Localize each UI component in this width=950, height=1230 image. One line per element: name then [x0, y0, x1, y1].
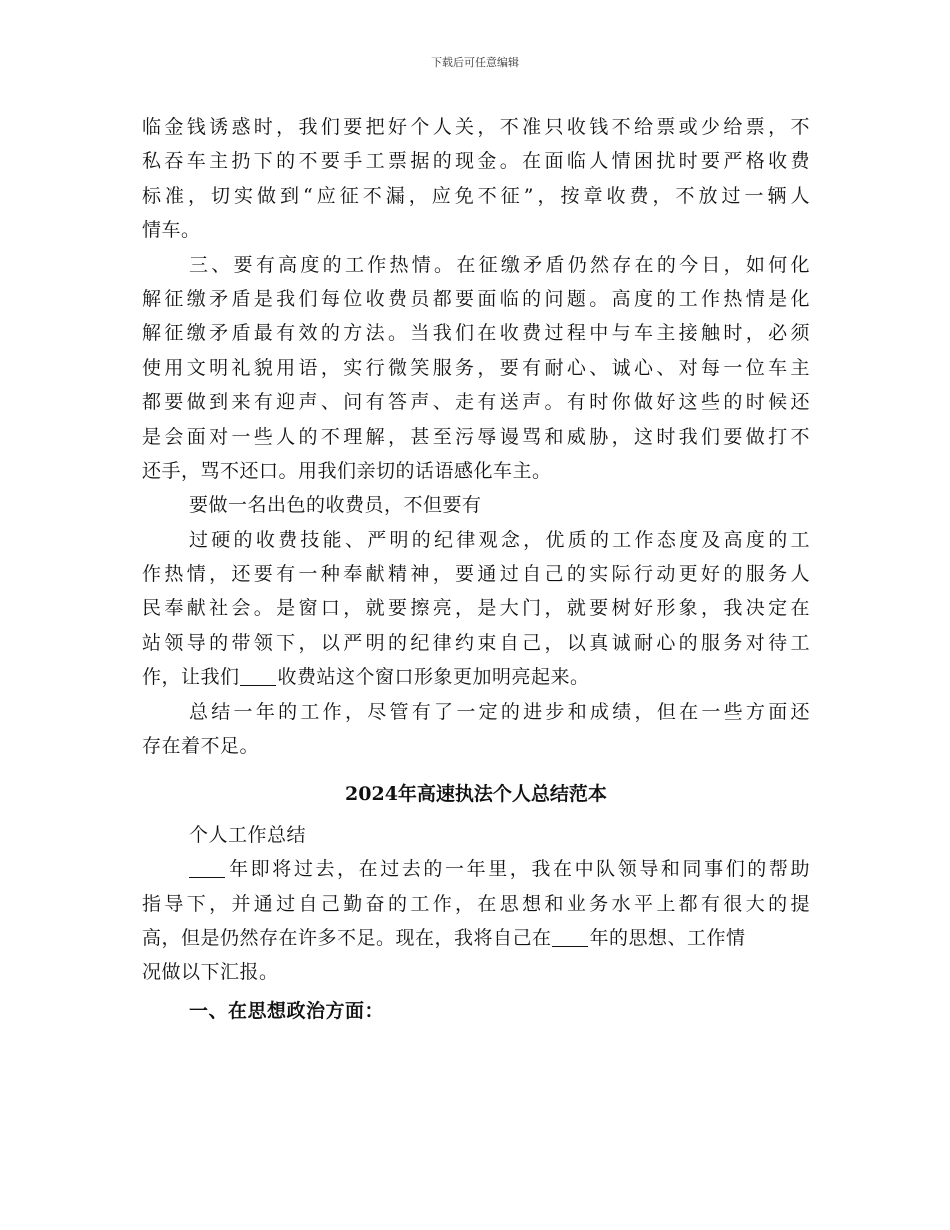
- paragraph-line: 使用文明礼貌用语，实行微笑服务，要有耐心、诚心、对每一位车主: [142, 356, 810, 379]
- paragraph-line: 存在着不足。: [142, 735, 260, 758]
- paragraph-line: 总结一年的工作，尽管有了一定的进步和成绩，但在一些方面还: [189, 700, 810, 723]
- section-heading: 一、在思想政治方面：: [189, 999, 385, 1022]
- paragraph-line: 三、要有高度的工作热情。在征缴矛盾仍然存在的今日，如何化: [189, 253, 810, 276]
- paragraph-line: 都要做到来有迎声、问有答声、走有送声。有时你做好这些的时候还: [142, 391, 810, 414]
- paragraph-line: 要做一名出色的收费员，不但要有: [189, 494, 482, 517]
- text-segment: 收费站这个窗口形象更加明亮起来。: [277, 666, 590, 689]
- paragraph-line: [142, 852, 810, 886]
- text-segment: 高，但是仍然存在许多不足。现在，我将自己在: [142, 926, 552, 949]
- paragraph-line: 作热情，还要有一种奉献精神，要通过自己的实际行动更好的服务人: [142, 563, 810, 586]
- paragraph-line: 况做以下汇报。: [142, 961, 279, 984]
- fill-blank: [552, 945, 588, 947]
- paragraph-line: 私吞车主扔下的不要手工票据的现金。在面临人情困扰时要严格收费: [142, 150, 810, 173]
- paragraph-line: 民奉献社会。是窗口，就要擦亮，是大门，就要树好形象，我决定在: [142, 597, 810, 620]
- fill-blank: [240, 684, 276, 686]
- paragraph-line: [142, 660, 810, 694]
- paragraph-line: 是会面对一些人的不理解，甚至污辱谩骂和威胁，这时我们要做打不: [142, 425, 810, 448]
- text-segment: 作，让我们: [142, 666, 240, 689]
- text-segment: 年的思想、工作情: [589, 926, 746, 949]
- text-segment: 年即将过去，在过去的一年里，我在中队领导和同事们的帮助: [227, 858, 810, 881]
- paragraph-line: 还手，骂不还口。用我们亲切的话语感化车主。: [142, 459, 552, 482]
- page-header: 下载后可任意编辑: [431, 56, 519, 69]
- document-body: [142, 110, 810, 1028]
- paragraph-line: 情车。: [142, 219, 201, 242]
- paragraph-line: 临金钱诱惑时，我们要把好个人关，不准只收钱不给票或少给票，不: [142, 116, 810, 138]
- paragraph-line: 站领导的带领下，以严明的纪律约束自己，以真诚耐心的服务对待工: [142, 631, 810, 654]
- fill-blank: [189, 876, 225, 878]
- paragraph-line: 解征缴矛盾是我们每位收费员都要面临的问题。高度的工作热情是化: [142, 287, 810, 310]
- document-title: 2024年高速执法个人总结范本: [345, 783, 607, 806]
- paragraph-line: 解征缴矛盾最有效的方法。当我们在收费过程中与车主接触时，必须: [142, 322, 810, 345]
- paragraph-line: 指导下，并通过自己勤奋的工作，在思想和业务水平上都有很大的提: [142, 892, 810, 915]
- paragraph-line: [142, 921, 810, 955]
- section-subtitle: 个人工作总结: [189, 823, 307, 846]
- paragraph-line: 过硬的收费技能、严明的纪律观念，优质的工作态度及高度的工: [189, 528, 810, 551]
- paragraph-line: 标准，切实做到“应征不漏，应免不征”，按章收费，不放过一辆人: [142, 184, 810, 207]
